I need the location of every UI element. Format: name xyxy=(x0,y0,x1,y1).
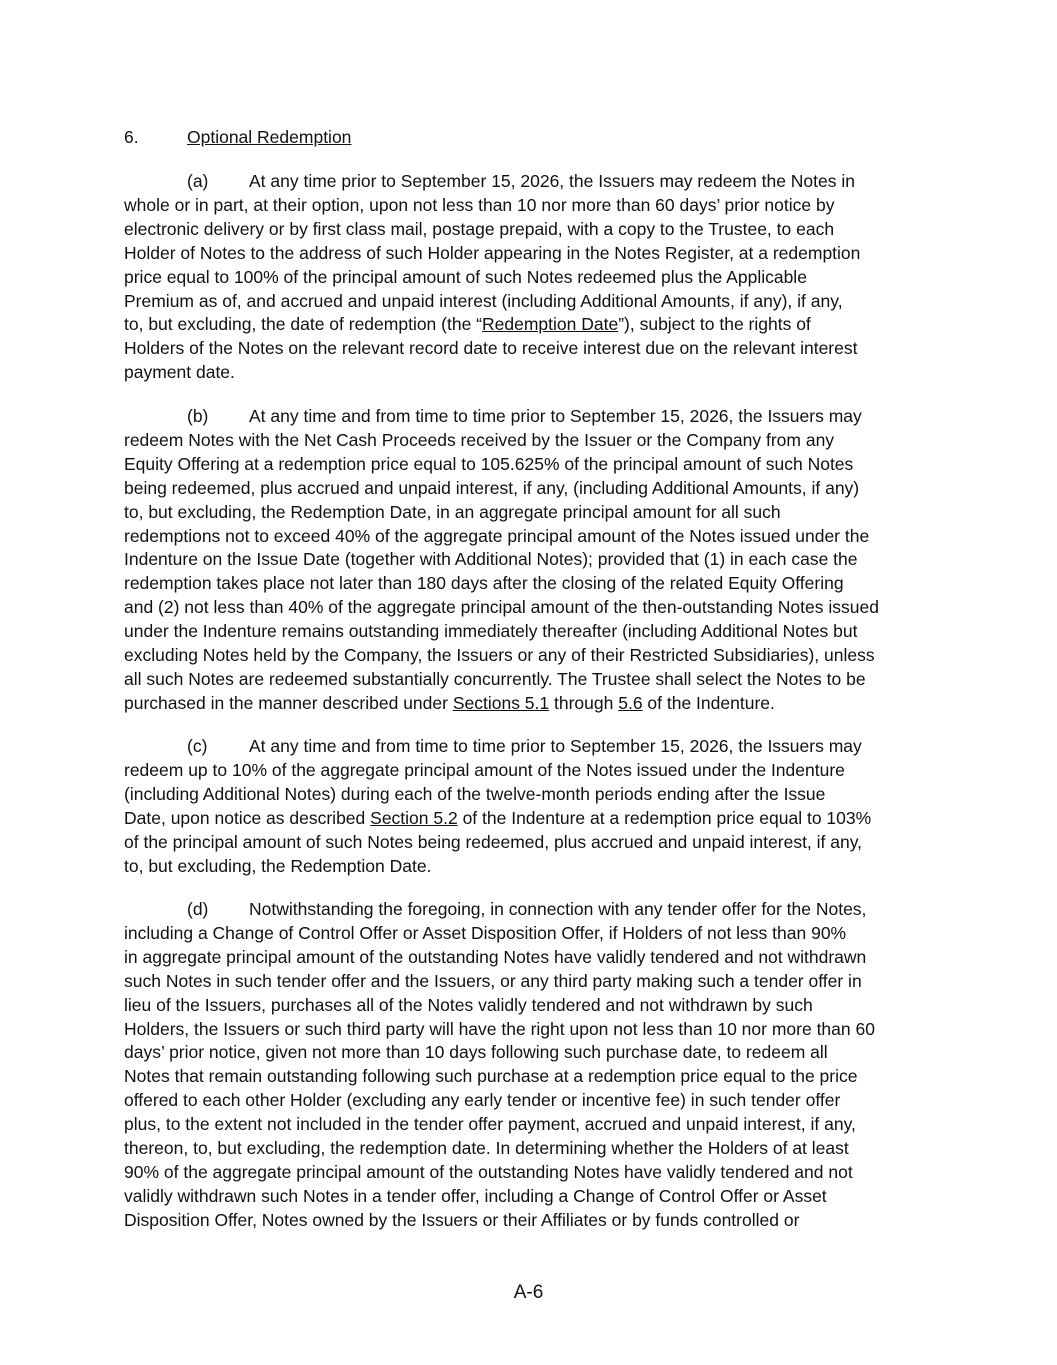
paragraph-line: Holder of Notes to the address of such Holder appearing in the Notes Register, at a redemption xyxy=(124,242,861,263)
paragraph-line: Equity Offering at a redemption price equal to 105.625% of the principal amount of such Notes xyxy=(124,453,854,474)
redemption-date-defined-term: Redemption Date xyxy=(482,314,619,335)
paragraph-c xyxy=(124,735,939,878)
paragraph-line: plus, to the extent not included in the tender offer payment, accrued and unpaid interest, if any, xyxy=(124,1114,856,1135)
paragraph-line: (b) At any time and from time to time prior to September 15, 2026, the Issuers may xyxy=(124,405,939,429)
paragraph-line: electronic delivery or by first class mail, postage prepaid, with a copy to the Trustee, to each xyxy=(124,218,835,239)
paragraph-line: Holders of the Notes on the relevant record date to receive interest due on the relevant interest xyxy=(124,338,858,359)
paragraph-marker: (b) xyxy=(187,406,209,426)
paragraph-line: Holders, the Issuers or such third party will have the right upon not less than 10 nor more than 60 xyxy=(124,1018,875,1039)
paragraph-line: including a Change of Control Offer or Asset Disposition Offer, if Holders of not less than 90% xyxy=(124,922,847,943)
section-number: 6. xyxy=(124,127,139,147)
paragraph-d xyxy=(124,898,939,1233)
paragraph-line: to, but excluding, the Redemption Date, in an aggregate principal amount for all such xyxy=(124,501,781,522)
paragraph-line: of the principal amount of such Notes being redeemed, plus accrued and unpaid interest, if any, xyxy=(124,831,863,852)
paragraph-line: days’ prior notice, given not more than 10 days following such purchase date, to redeem all xyxy=(124,1042,828,1063)
paragraph-line: Indenture on the Issue Date (together with Additional Notes); provided that (1) in each case the xyxy=(124,549,858,570)
paragraph-marker: (a) xyxy=(187,171,209,191)
paragraph-line: to, but excluding, the Redemption Date. xyxy=(124,855,432,876)
paragraph-line: redemption takes place not later than 180 days after the closing of the related Equity Offering xyxy=(124,573,844,594)
paragraph-a xyxy=(124,170,939,385)
paragraph-line: Premium as of, and accrued and unpaid interest (including Additional Amounts, if any), if any, xyxy=(124,290,843,311)
section-title: Optional Redemption xyxy=(187,127,352,147)
paragraph-line: (including Additional Notes) during each of the twelve-month periods ending after the Issue xyxy=(124,783,826,804)
paragraph-line: excluding Notes held by the Company, the Issuers or any of their Restricted Subsidiaries), unless xyxy=(124,645,875,666)
paragraph-line: being redeemed, plus accrued and unpaid interest, if any, (including Additional Amounts, if any) xyxy=(124,477,860,498)
paragraph-line: such Notes in such tender offer and the Issuers, or any third party making such a tender offer in xyxy=(124,970,862,991)
paragraph-line: Date, upon notice as described Section 5.2 of the Indenture at a redemption price equal to 103% xyxy=(124,807,872,828)
paragraph-line: Disposition Offer, Notes owned by the Issuers or their Affiliates or by funds controlled or xyxy=(124,1209,800,1230)
paragraph-line: redeem Notes with the Net Cash Proceeds received by the Issuer or the Company from any xyxy=(124,429,835,450)
paragraph-line: in aggregate principal amount of the outstanding Notes have validly tendered and not withdrawn xyxy=(124,946,867,967)
section-5-2-reference: Section 5.2 xyxy=(370,807,458,828)
paragraph-line: to, but excluding, the date of redemption (the “Redemption Date”), subject to the rights of xyxy=(124,314,811,335)
paragraph-line: offered to each other Holder (excluding any early tender or incentive fee) in such tender offer xyxy=(124,1090,841,1111)
paragraph-line: under the Indenture remains outstanding immediately thereafter (including Additional Notes but xyxy=(124,621,858,642)
paragraph-line: whole or in part, at their option, upon not less than 10 nor more than 60 days’ prior notice by xyxy=(124,194,835,215)
paragraph-marker: (c) xyxy=(187,736,208,756)
paragraph-line: and (2) not less than 40% of the aggregate principal amount of the then-outstanding Notes issued xyxy=(124,597,879,618)
paragraph-line: Notes that remain outstanding following such purchase at a redemption price equal to the price xyxy=(124,1066,858,1087)
paragraph-line: payment date. xyxy=(124,362,235,383)
paragraph-line: redemptions not to exceed 40% of the aggregate principal amount of the Notes issued under the xyxy=(124,525,870,546)
paragraph-line: all such Notes are redeemed substantially concurrently. The Trustee shall select the Notes to be xyxy=(124,668,866,689)
paragraph-line: redeem up to 10% of the aggregate principal amount of the Notes issued under the Indenture xyxy=(124,759,845,780)
page-number: A-6 xyxy=(513,1282,544,1303)
paragraph-line: (d) Notwithstanding the foregoing, in connection with any tender offer for the Notes, xyxy=(124,898,939,922)
paragraph-line: lieu of the Issuers, purchases all of the Notes validly tendered and not withdrawn by such xyxy=(124,994,813,1015)
paragraph-line: (c) At any time and from time to time prior to September 15, 2026, the Issuers may xyxy=(124,735,939,759)
paragraph-line: validly withdrawn such Notes in a tender offer, including a Change of Control Offer or Asset xyxy=(124,1185,827,1206)
section-5-6-reference: 5.6 xyxy=(618,692,643,713)
section-heading xyxy=(124,126,351,148)
paragraph-line: thereon, to, but excluding, the redemption date. In determining whether the Holders of at least xyxy=(124,1138,849,1159)
paragraph-line: 90% of the aggregate principal amount of the outstanding Notes have validly tendered and not xyxy=(124,1161,853,1182)
paragraph-marker: (d) xyxy=(187,899,209,919)
sections-5-1-reference: Sections 5.1 xyxy=(452,692,550,713)
paragraph-line: purchased in the manner described under Sections 5.1 through 5.6 of the Indenture. xyxy=(124,692,775,713)
paragraph-b xyxy=(124,405,939,716)
paragraph-line: (a) At any time prior to September 15, 2026, the Issuers may redeem the Notes in xyxy=(124,170,939,194)
paragraph-line: price equal to 100% of the principal amount of such Notes redeemed plus the Applicable xyxy=(124,266,807,287)
